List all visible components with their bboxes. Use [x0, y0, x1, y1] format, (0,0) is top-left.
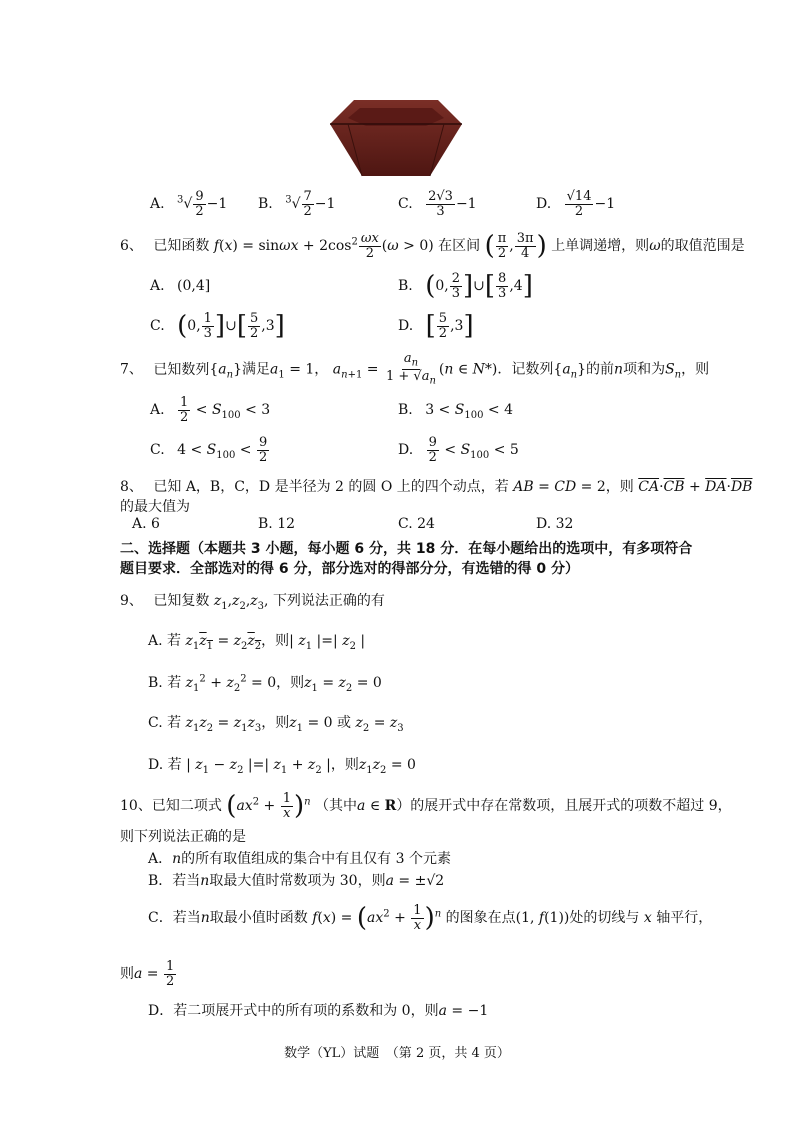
q5-option-b: B. $^3$√ $\frac{7}{2}$ −1 — [258, 189, 336, 219]
question-8-stem: 8、 已知 A，B，C，D 是半径为 2 的圆 O 上的四个动点，若 AB = CD = 2，则 $\overline{CA}\cdot\overline{CB} + \overline{DA}\cdot\overline{DB}$ — [120, 479, 753, 495]
question-8-line2: 的最大值为 — [120, 499, 190, 515]
q5-option-d: D. $\frac{√14}{2}$ −1 — [536, 189, 616, 219]
section-2-heading: 二、选择题（本题共 3 小题，每小题 6 分，共 18 分．在每小题给出的选项中，有多项符合 — [120, 541, 693, 557]
q7-option-c: C. $4 < S_{100}$ < $\frac{9}{2}$ — [150, 435, 268, 465]
question-6-stem: 6、 已知函数 $f(x) = \sin\omega x + 2\cos^2$ $\frac{\omega x}{2}$ (ω > 0) 在区间 ( $\frac{\pi}{2}$ , $\frac{3\pi}{4}$ ) 上单调递增，则ω的取值范围是 — [120, 231, 745, 262]
q10-option-c: C．若当n取最小值时函数 $f(x) = (ax^2$ + $\frac{1}{x}$ )$^n$ 的图象在点(1, f(1))处的切线与 x 轴平行， — [148, 903, 713, 934]
q6-option-b: B. (0, $\frac{2}{3}$ ]∪[ $\frac{8}{3}$ ,4] — [398, 271, 533, 302]
question-10-line2: 则下列说法正确的是 — [120, 829, 246, 845]
q8-option-a: A. 6 — [132, 516, 160, 532]
question-10-stem: 10、已知二项式 ($ax^2$ + $\frac{1}{x}$ )$^n$ （其中a ∈ R）的展开式中存在常数项，且展开式的项数不超过 9， — [120, 791, 732, 822]
q6-option-d: D. [ $\frac{5}{2}$ ,3] — [398, 311, 474, 342]
q9-option-c: C. 若 $z_1z_2 = z_1z_3$，则$z_1 = 0$ 或 $z_2 = z_3$ — [148, 715, 404, 734]
page-footer: 数学（YL）试题 （第 2 页，共 4 页） — [284, 1046, 510, 1061]
q8-option-c: C. 24 — [398, 516, 435, 532]
q10-option-c-tail: 则a = $\frac{1}{2}$ — [120, 959, 175, 989]
q9-option-d: D. 若 | $z_1 - z_2$ |=| $z_1 + z_2$ |，则$z_1z_2 = 0$ — [148, 757, 416, 776]
question-7-stem: 7、 已知数列$\{a_n\}$满足$a_1 = 1$， $a_{n+1}$ = $\frac{a_n}{1 + √a_n}$ (n ∈ N*)．记数列$\{a_n\}$的前n项和为$S_n$，则 — [120, 351, 710, 387]
q9-option-b: B. 若 $z_1^2 + z_2^2 = 0$，则$z_1 = z_2 = 0$ — [148, 673, 382, 694]
q6-option-c: C. (0, $\frac{1}{3}$ ]∪[ $\frac{5}{2}$ ,3] — [150, 311, 285, 342]
q7-option-a: A. $\frac{1}{2}$ < $S_{100} < 3$ — [150, 395, 271, 425]
q10-option-d: D．若二项展开式中的所有项的系数和为 0，则a = −1 — [148, 1003, 489, 1019]
section-2-heading-line2: 题目要求．全部选对的得 6 分，部分选对的得部分分，有选错的得 0 分） — [120, 561, 579, 577]
q10-option-b: B．若当n取最大值时常数项为 30，则a = ±√2 — [148, 873, 445, 889]
q8-option-b: B. 12 — [258, 516, 296, 532]
q7-option-d: D. $\frac{9}{2}$ < $S_{100} < 5$ — [398, 435, 519, 465]
q9-option-a: A. 若 $z_1z_1 = z_2z_2$，则| $z_1$ |=| $z_2$ | — [148, 633, 366, 652]
q7-option-b: B. $3 < S_{100} < 4$ — [398, 402, 513, 421]
q10-option-a: A．n的所有取值组成的集合中有且仅有 3 个元素 — [148, 851, 451, 867]
wooden-bowl-image — [326, 96, 466, 180]
question-9-stem: 9、 已知复数 $z_1,z_2,z_3$, 下列说法正确的有 — [120, 593, 385, 612]
q6-option-a: A. (0,4] — [150, 278, 211, 294]
q5-option-a: A. $^3$√ $\frac{9}{2}$ −1 — [150, 189, 228, 219]
q5-option-c: C. $\frac{2√3}{3}$ −1 — [398, 189, 477, 219]
q8-option-d: D. 32 — [536, 516, 574, 532]
